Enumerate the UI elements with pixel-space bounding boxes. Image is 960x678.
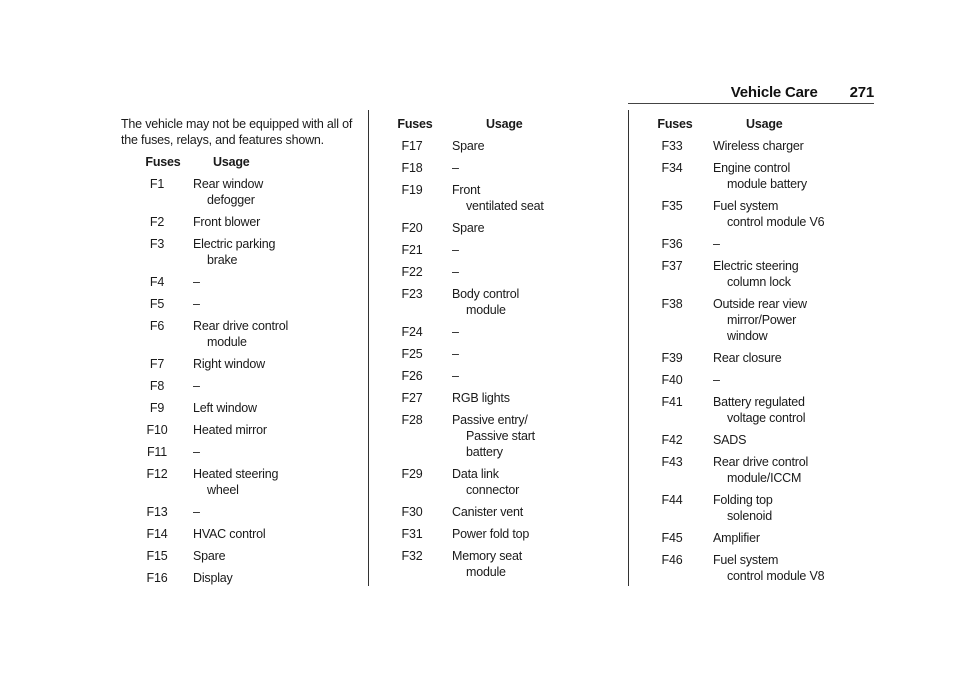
fuse-usage [442, 324, 612, 340]
fuse-column-3 [640, 116, 870, 590]
usage-line: Body control [452, 287, 520, 301]
fuse-usage [193, 318, 353, 350]
fuse-usage [442, 286, 612, 318]
header-usage: Usage [486, 117, 523, 131]
fuse-rows [640, 138, 870, 584]
usage-line: – [452, 325, 459, 339]
fuse-id: F43 [661, 455, 683, 469]
usage-line: Heated mirror [193, 423, 267, 437]
table-row [382, 412, 612, 460]
fuse-usage [704, 138, 870, 154]
usage-line: – [452, 369, 459, 383]
fuse-id: F24 [401, 325, 423, 339]
fuse-usage [193, 296, 353, 312]
table-row [640, 258, 870, 290]
fuse-usage [704, 296, 870, 344]
table-row [640, 432, 870, 448]
fuse-usage [442, 526, 612, 542]
table-header [382, 116, 612, 132]
usage-line: Electric parking [193, 237, 276, 251]
page-header [731, 84, 874, 101]
fuse-usage [193, 444, 353, 460]
usage-line: – [713, 237, 720, 251]
intro-text: The vehicle may not be equipped with all of the fuses, relays, and features shown. [121, 117, 353, 147]
fuse-id: F36 [661, 237, 683, 251]
usage-line: Rear drive control [713, 455, 809, 469]
table-row [640, 492, 870, 524]
table-row [640, 160, 870, 192]
table-row [121, 444, 353, 460]
fuse-id: F34 [661, 161, 683, 175]
header-rule [628, 103, 874, 104]
usage-line: Heated steering [193, 467, 279, 481]
usage-line: module [466, 565, 506, 579]
usage-line: brake [207, 253, 238, 267]
table-row [640, 552, 870, 584]
table-row [121, 570, 353, 586]
usage-line: – [452, 347, 459, 361]
fuse-id: F18 [401, 161, 423, 175]
table-row [640, 372, 870, 388]
fuse-id: F30 [401, 505, 423, 519]
page-number: 271 [849, 84, 874, 101]
table-row [121, 236, 353, 268]
fuse-id: F29 [401, 467, 423, 481]
usage-line: Engine control [713, 161, 791, 175]
table-row [121, 526, 353, 542]
usage-line: column lock [727, 275, 791, 289]
usage-line: Power fold top [452, 527, 530, 541]
usage-line: Outside rear view [713, 297, 807, 311]
table-row [382, 466, 612, 498]
usage-line: solenoid [727, 509, 772, 523]
fuse-usage [442, 160, 612, 176]
table-row [121, 548, 353, 564]
fuse-usage [704, 530, 870, 546]
table-row [121, 504, 353, 520]
fuse-id: F31 [401, 527, 423, 541]
usage-line: – [193, 445, 200, 459]
table-row [640, 454, 870, 486]
fuse-id: F5 [149, 297, 165, 311]
fuse-id: F4 [149, 275, 165, 289]
fuse-usage [193, 214, 353, 230]
table-row [121, 296, 353, 312]
fuse-usage [704, 350, 870, 366]
usage-line: Passive start [466, 429, 535, 443]
usage-line: Front [452, 183, 481, 197]
table-row [121, 356, 353, 372]
usage-line: Wireless charger [713, 139, 804, 153]
usage-line: Memory seat [452, 549, 523, 563]
usage-line: module [207, 335, 247, 349]
fuse-usage [442, 264, 612, 280]
table-row [640, 138, 870, 154]
usage-line: module [466, 303, 506, 317]
fuse-id: F2 [149, 215, 165, 229]
usage-line: Passive entry/ [452, 413, 528, 427]
usage-line: Electric steering [713, 259, 799, 273]
fuse-id: F44 [661, 493, 683, 507]
usage-line: – [452, 161, 459, 175]
fuse-id: F45 [661, 531, 683, 545]
fuse-id: F12 [146, 467, 168, 481]
usage-line: Folding top [713, 493, 773, 507]
fuse-id: F46 [661, 553, 683, 567]
table-row [382, 368, 612, 384]
fuse-usage [704, 372, 870, 388]
fuse-id: F42 [661, 433, 683, 447]
fuse-usage [704, 394, 870, 426]
fuse-id: F35 [661, 199, 683, 213]
usage-line: RGB lights [452, 391, 510, 405]
table-row [121, 466, 353, 498]
fuse-id: F28 [401, 413, 423, 427]
column-divider [628, 110, 629, 586]
header-usage: Usage [746, 117, 783, 131]
fuse-usage [704, 258, 870, 290]
fuse-usage [442, 368, 612, 384]
fuse-id: F41 [661, 395, 683, 409]
fuse-id: F32 [401, 549, 423, 563]
usage-line: voltage control [727, 411, 806, 425]
usage-line: Spare [193, 549, 226, 563]
fuse-id: F20 [401, 221, 423, 235]
table-row [121, 274, 353, 290]
fuse-usage [704, 454, 870, 486]
usage-line: – [193, 379, 200, 393]
usage-line: Right window [193, 357, 265, 371]
table-row [640, 296, 870, 344]
usage-line: Canister vent [452, 505, 524, 519]
table-row [640, 236, 870, 252]
fuse-rows [382, 138, 612, 580]
fuse-id: F3 [149, 237, 165, 251]
fuse-usage [193, 176, 353, 208]
table-row [382, 390, 612, 406]
table-row [382, 264, 612, 280]
fuse-usage [704, 236, 870, 252]
table-row [121, 176, 353, 208]
table-row [382, 548, 612, 580]
fuse-usage [442, 412, 612, 460]
fuse-usage [193, 274, 353, 290]
usage-line: Spare [452, 139, 485, 153]
fuse-id: F25 [401, 347, 423, 361]
table-row [382, 526, 612, 542]
table-header [127, 154, 353, 170]
table-row [382, 324, 612, 340]
table-row [382, 346, 612, 362]
table-row [121, 400, 353, 416]
fuse-id: F9 [149, 401, 165, 415]
fuse-id: F33 [661, 139, 683, 153]
fuse-id: F39 [661, 351, 683, 365]
fuse-id: F26 [401, 369, 423, 383]
usage-line: module/ICCM [727, 471, 802, 485]
fuse-id: F1 [149, 177, 165, 191]
column-divider [368, 110, 369, 586]
usage-line: – [713, 373, 720, 387]
fuse-usage [193, 356, 353, 372]
fuse-usage [704, 160, 870, 192]
usage-line: module battery [727, 177, 807, 191]
fuse-id: F13 [146, 505, 168, 519]
fuse-rows [121, 176, 353, 586]
fuse-usage [193, 570, 353, 586]
usage-line: window [727, 329, 768, 343]
fuse-id: F27 [401, 391, 423, 405]
usage-line: Display [193, 571, 233, 585]
fuse-id: F11 [146, 445, 167, 459]
section-title: Vehicle Care [730, 84, 818, 101]
usage-line: – [452, 243, 459, 257]
usage-line: battery [466, 445, 503, 459]
fuse-id: F14 [146, 527, 168, 541]
table-row [382, 242, 612, 258]
fuse-id: F17 [401, 139, 423, 153]
usage-line: connector [466, 483, 520, 497]
fuse-id: F40 [661, 373, 683, 387]
table-row [121, 422, 353, 438]
usage-line: Fuel system [713, 199, 779, 213]
usage-line: wheel [207, 483, 239, 497]
usage-line: ventilated seat [466, 199, 544, 213]
fuse-usage [193, 466, 353, 498]
table-row [382, 220, 612, 236]
usage-line: control module V6 [727, 215, 825, 229]
usage-line: defogger [207, 193, 255, 207]
fuse-usage [442, 182, 612, 214]
fuse-usage [193, 548, 353, 564]
fuse-id: F22 [401, 265, 423, 279]
table-row [640, 198, 870, 230]
fuse-usage [193, 504, 353, 520]
fuse-usage [442, 466, 612, 498]
fuse-usage [704, 432, 870, 448]
header-fuses: Fuses [397, 117, 433, 131]
table-row [382, 504, 612, 520]
header-fuses: Fuses [145, 155, 181, 169]
table-row [382, 286, 612, 318]
usage-line: – [193, 297, 200, 311]
usage-line: – [193, 275, 200, 289]
usage-line: Spare [452, 221, 485, 235]
fuse-usage [704, 198, 870, 230]
fuse-id: F7 [149, 357, 165, 371]
fuse-column-1 [121, 116, 353, 592]
table-row [382, 160, 612, 176]
fuse-usage [442, 548, 612, 580]
header-usage: Usage [213, 155, 250, 169]
fuse-usage [442, 346, 612, 362]
fuse-id: F37 [661, 259, 683, 273]
fuse-id: F21 [401, 243, 423, 257]
fuse-id: F19 [401, 183, 423, 197]
table-row [382, 138, 612, 154]
fuse-usage [193, 236, 353, 268]
usage-line: Rear drive control [193, 319, 289, 333]
usage-line: HVAC control [193, 527, 266, 541]
fuse-id: F10 [146, 423, 168, 437]
fuse-usage [193, 378, 353, 394]
fuse-usage [704, 492, 870, 524]
fuse-usage [193, 400, 353, 416]
fuse-usage [442, 220, 612, 236]
fuse-usage [442, 390, 612, 406]
fuse-id: F15 [146, 549, 168, 563]
usage-line: Front blower [193, 215, 261, 229]
table-row [382, 182, 612, 214]
table-row [640, 394, 870, 426]
table-row [121, 318, 353, 350]
fuse-usage [442, 242, 612, 258]
fuse-id: F23 [401, 287, 423, 301]
header-fuses: Fuses [657, 117, 693, 131]
usage-line: Rear closure [713, 351, 782, 365]
fuse-usage [442, 138, 612, 154]
usage-line: Left window [193, 401, 257, 415]
table-row [121, 214, 353, 230]
usage-line: mirror/Power [727, 313, 797, 327]
fuse-usage [704, 552, 870, 584]
usage-line: control module V8 [727, 569, 825, 583]
table-row [640, 350, 870, 366]
fuse-usage [442, 504, 612, 520]
usage-line: Fuel system [713, 553, 779, 567]
usage-line: Battery regulated [713, 395, 805, 409]
fuse-usage [193, 526, 353, 542]
usage-line: Amplifier [713, 531, 760, 545]
fuse-id: F6 [149, 319, 165, 333]
usage-line: – [193, 505, 200, 519]
table-row [121, 378, 353, 394]
usage-line: SADS [713, 433, 747, 447]
fuse-id: F16 [146, 571, 168, 585]
table-header [640, 116, 870, 132]
table-row [640, 530, 870, 546]
usage-line: – [452, 265, 459, 279]
usage-line: Rear window [193, 177, 264, 191]
fuse-usage [193, 422, 353, 438]
fuse-id: F8 [149, 379, 165, 393]
usage-line: Data link [452, 467, 499, 481]
fuse-id: F38 [661, 297, 683, 311]
fuse-column-2 [382, 116, 612, 586]
